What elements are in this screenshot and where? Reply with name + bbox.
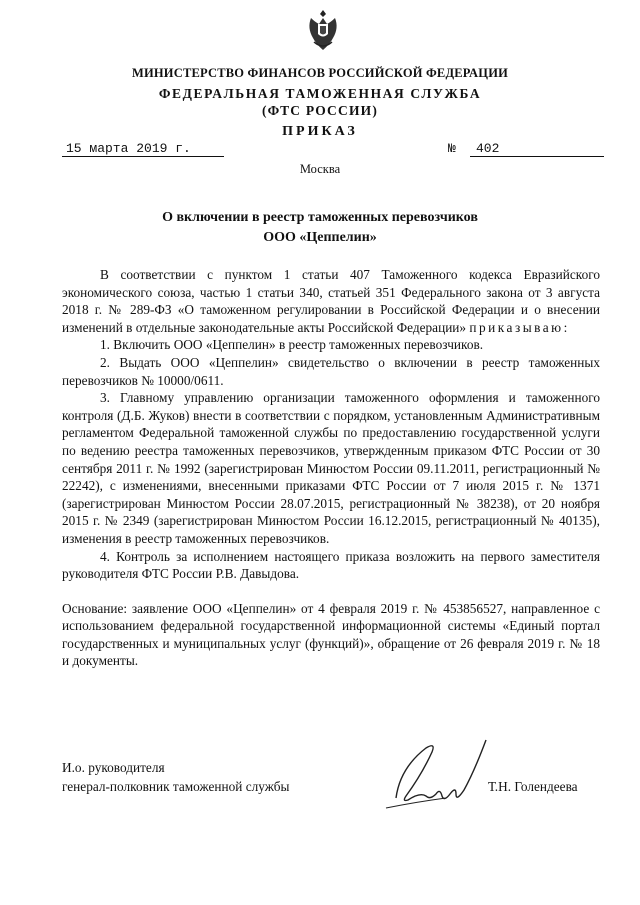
basis-paragraph: Основание: заявление ООО «Цеппелин» от 4 февраля 2019 г. № 453856527, направленное с использованием федеральной государственной информационной системы «Единый портал государственных и муниципальных услуг (функций)», обращение от 26 февраля 2019 г. № 18 и документы. [62, 600, 600, 669]
handwritten-signature [376, 738, 488, 816]
intro-paragraph [62, 266, 600, 336]
document-body [62, 266, 600, 670]
intro-text: В соответствии с пунктом 1 статьи 407 Таможенного кодекса Евразийского экономического союза, частью 1 статьи 340, статьей 351 Федерального закона от 3 августа 2018 г. № 289-ФЗ «О таможенном регулировании в Российской Федерации и о внесении изменений в отдельные законодательные акты Российской Федерации» [62, 267, 600, 335]
ministry-name: МИНИСТЕРСТВО ФИНАНСОВ РОССИЙСКОЙ ФЕДЕРАЦИИ [131, 66, 509, 80]
signer-position: И.о. руководителя [62, 760, 165, 775]
signer-name: Т.Н. Голендеева [488, 779, 578, 794]
order-word: приказываю: [469, 319, 570, 335]
signer-rank: генерал-полковник таможенной службы [62, 779, 290, 794]
service-short-name: (ФТС РОССИИ) [261, 103, 379, 118]
document-title-company: ООО «Цеппелин» [263, 230, 377, 245]
order-number-label: № [448, 141, 456, 156]
item-3: 3. Главному управлению организации таможенного оформления и таможенного контроля (Д.Б. Жуков) внести в соответствии с порядком, установленным Административным регламентом Федеральной таможенной службы по предоставлению государственной услуги по ведению реестра таможенных перевозчиков, утвержденным приказом ФТС России от 30 сентября 2011 г. № 1992 (зарегистрирован Минюстом России 09.11.2011, регистрационный № 22242), с изменениями, внесенными приказами ФТС России от 7 июля 2015 г. № 1371 (зарегистрирован Минюстом России 28.07.2015, регистрационный № 38238), от 20 ноября 2015 г. № 2349 (зарегистрирован Минюстом России 16.12.2015, регистрационный № 40135), изменения в реестр таможенных перевозчиков. [62, 390, 600, 546]
coat-of-arms-emblem [306, 8, 340, 52]
document-title: О включении в реестр таможенных перевозчиков [162, 210, 478, 225]
order-number: 402 [470, 141, 604, 157]
item-1: 1. Включить ООО «Цеппелин» в реестр таможенных перевозчиков. [100, 337, 484, 353]
item-2: 2. Выдать ООО «Цеппелин» свидетельство о включении в реестр таможенных перевозчиков № 10000/0611. [62, 354, 600, 388]
document-type: ПРИКАЗ [282, 124, 358, 139]
order-date: 15 марта 2019 г. [62, 141, 224, 157]
service-name: ФЕДЕРАЛЬНАЯ ТАМОЖЕННАЯ СЛУЖБА [158, 86, 482, 101]
item-4: 4. Контроль за исполнением настоящего приказа возложить на первого заместителя руководителя ФТС России Р.В. Давыдова. [62, 548, 600, 582]
city: Москва [299, 162, 341, 176]
